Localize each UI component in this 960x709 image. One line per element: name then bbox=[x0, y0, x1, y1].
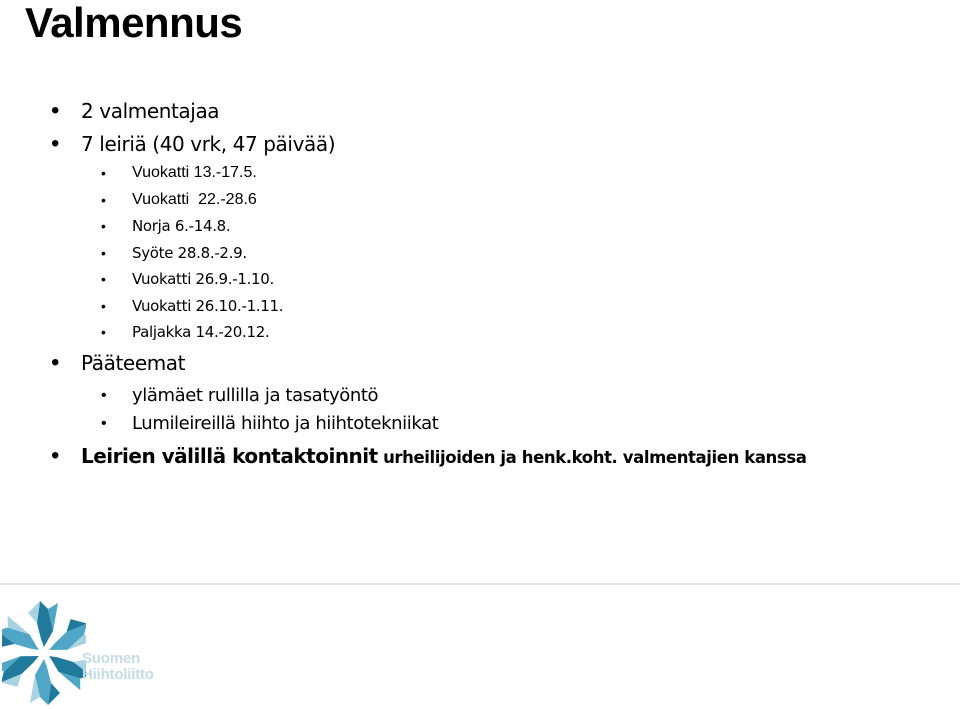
bullet-text-rest: urheilijoiden ja henk.koht. valmentajien kanssa bbox=[377, 448, 807, 467]
slide-title: Valmennus bbox=[25, 0, 243, 46]
bullet-item-camps bbox=[51, 130, 336, 157]
bullet-text: Pääteemat bbox=[81, 351, 186, 375]
sub-item-camp bbox=[101, 296, 284, 316]
bullet-text: Lumileireillä hiihto ja hiihtotekniikat bbox=[132, 413, 439, 434]
sub-item-camp bbox=[101, 243, 247, 263]
bullet-text: Vuokatti 26.9.-1.10. bbox=[132, 270, 274, 288]
snowflake-logo-icon bbox=[2, 598, 86, 708]
bullet-dot: • bbox=[101, 271, 106, 287]
logo-text bbox=[82, 651, 154, 683]
bullet-item-contacts bbox=[51, 442, 807, 471]
bullet-dot: • bbox=[101, 218, 106, 234]
bullet-text: Vuokatti 26.10.-1.11. bbox=[132, 297, 284, 315]
suomen-hiihtoliitto-logo bbox=[2, 598, 182, 708]
bullet-dot: • bbox=[101, 245, 106, 261]
sub-item-theme bbox=[101, 413, 439, 435]
bullet-text: Vuokatti 22.-28.6 bbox=[132, 191, 257, 208]
bullet-text: Syöte 28.8.-2.9. bbox=[132, 244, 247, 262]
logo-text-line2: Hiihtoliitto bbox=[82, 666, 154, 683]
bullet-text: 7 leiriä (40 vrk, 47 päivää) bbox=[81, 132, 336, 156]
bullet-item-themes bbox=[51, 349, 186, 376]
bullet-dot: • bbox=[51, 442, 59, 469]
bullet-dot: • bbox=[51, 130, 60, 157]
sub-item-camp bbox=[101, 322, 270, 342]
bullet-dot: • bbox=[101, 298, 106, 314]
bullet-text: 2 valmentajaa bbox=[81, 99, 220, 123]
bullet-item-coaches bbox=[51, 97, 220, 124]
bullet-text: Norja 6.-14.8. bbox=[132, 217, 231, 235]
bullet-dot: • bbox=[101, 192, 106, 208]
bullet-dot: • bbox=[101, 415, 107, 432]
bullet-dot: • bbox=[51, 349, 60, 376]
bullet-dot: • bbox=[51, 97, 60, 124]
sub-item-theme bbox=[101, 385, 379, 407]
sub-item-camp bbox=[101, 269, 274, 289]
sub-item-camp bbox=[101, 190, 257, 210]
bullet-text: Vuokatti 13.-17.5. bbox=[132, 164, 257, 181]
bullet-text: ylämäet rullilla ja tasatyöntö bbox=[132, 385, 379, 406]
footer-divider bbox=[0, 583, 960, 585]
bullet-dot: • bbox=[101, 165, 106, 181]
bullet-dot: • bbox=[101, 324, 106, 340]
bullet-dot: • bbox=[101, 387, 107, 404]
sub-item-camp bbox=[101, 163, 257, 183]
bullet-text-emphasis: Leirien välillä kontaktoinnit bbox=[81, 444, 378, 468]
bullet-text: Paljakka 14.-20.12. bbox=[132, 323, 270, 341]
sub-item-camp bbox=[101, 216, 231, 236]
logo-text-line1: Suomen bbox=[82, 650, 140, 667]
